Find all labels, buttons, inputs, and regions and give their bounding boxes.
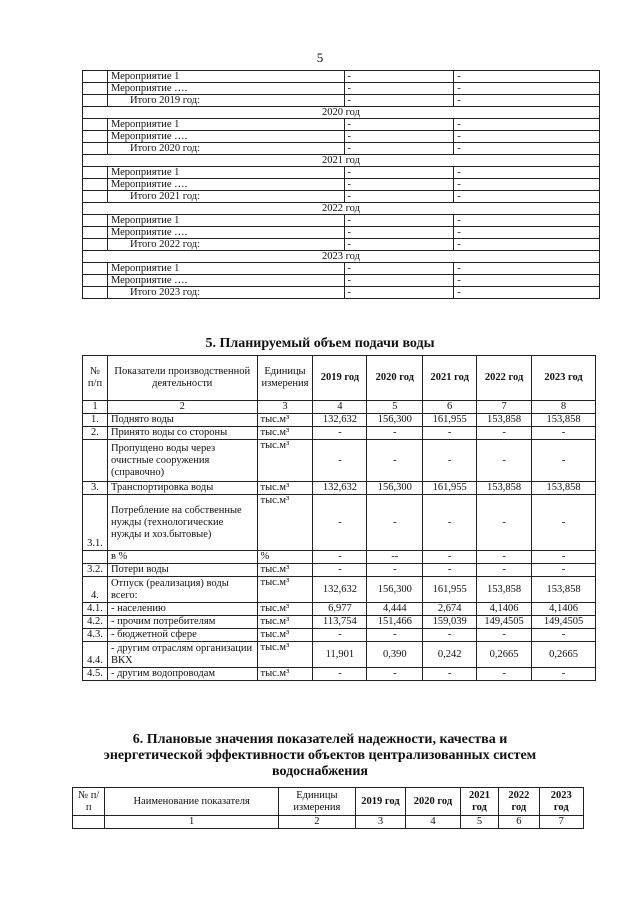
header-2020: 2020 год (406, 788, 461, 816)
row-value-2023: 153,858 (532, 577, 596, 603)
empty-cell (83, 239, 108, 251)
measure-row (83, 143, 600, 155)
measure-label: Итого 2022 год: (107, 239, 344, 251)
row-value-2022: 153,858 (477, 577, 532, 603)
row-unit: тыс.м³ (257, 577, 313, 603)
measure-label: Мероприятие 1 (107, 263, 344, 275)
measure-row (83, 119, 600, 131)
column-number: 1 (105, 816, 279, 829)
measure-value-2: - (454, 263, 600, 275)
row-label: Транспортировка воды (107, 482, 257, 495)
measure-label: Мероприятие 1 (107, 215, 344, 227)
measure-row (83, 167, 600, 179)
year-header-row (83, 251, 600, 263)
column-number: 5 (460, 816, 498, 829)
row-value-2021: 161,955 (423, 482, 477, 495)
measure-label: Итого 2019 год: (107, 95, 344, 107)
row-value-2021: 0,242 (423, 642, 477, 668)
data-row (83, 642, 596, 668)
year-label: 2023 год (83, 251, 600, 263)
row-value-2020: 151,466 (367, 616, 423, 629)
row-unit: тыс.м³ (257, 564, 313, 577)
row-unit: тыс.м³ (257, 495, 313, 551)
row-value-2022: 4,1406 (477, 603, 532, 616)
measure-value-1: - (344, 215, 454, 227)
header-num: № п/п (73, 788, 105, 816)
measure-value-1: - (344, 143, 454, 155)
row-label: - прочим потребителям (107, 616, 257, 629)
row-value-2023: - (532, 495, 596, 551)
row-value-2023: 0,2665 (532, 642, 596, 668)
row-number: 3.2. (83, 564, 108, 577)
empty-cell (83, 167, 108, 179)
empty-cell (83, 191, 108, 203)
empty-cell (73, 816, 105, 829)
row-unit: тыс.м³ (257, 440, 313, 482)
measure-value-2: - (454, 83, 600, 95)
row-value-2019: - (313, 495, 367, 551)
row-value-2019: 6,977 (313, 603, 367, 616)
row-value-2020: 4,444 (367, 603, 423, 616)
row-value-2021: - (423, 564, 477, 577)
row-value-2022: - (477, 629, 532, 642)
measure-value-2: - (454, 167, 600, 179)
row-value-2019: 132,632 (313, 414, 367, 427)
measure-row (83, 71, 600, 83)
year-label: 2022 год (83, 203, 600, 215)
row-value-2022: 149,4505 (477, 616, 532, 629)
header-unit: Единицы измерения (257, 356, 313, 401)
measure-value-2: - (454, 191, 600, 203)
row-label: - населению (107, 603, 257, 616)
data-row (83, 577, 596, 603)
row-number (83, 551, 108, 564)
column-number: 4 (313, 401, 367, 414)
measure-row (83, 83, 600, 95)
row-value-2021: 159,039 (423, 616, 477, 629)
year-header-row (83, 203, 600, 215)
column-number: 5 (367, 401, 423, 414)
column-number: 8 (532, 401, 596, 414)
column-number: 3 (355, 816, 405, 829)
row-value-2021: 161,955 (423, 414, 477, 427)
row-value-2022: 153,858 (477, 414, 532, 427)
row-label: - другим водопроводам (107, 668, 257, 681)
measure-value-1: - (344, 227, 454, 239)
measure-label: Мероприятие …. (107, 275, 344, 287)
row-unit: тыс.м³ (257, 642, 313, 668)
row-value-2019: - (313, 668, 367, 681)
empty-cell (83, 287, 108, 299)
row-value-2021: - (423, 551, 477, 564)
measure-value-1: - (344, 287, 454, 299)
row-value-2023: 153,858 (532, 482, 596, 495)
row-label: Принято воды со стороны (107, 427, 257, 440)
row-value-2020: 156,300 (367, 577, 423, 603)
measure-row (83, 179, 600, 191)
row-label: - бюджетной сфере (107, 629, 257, 642)
data-row (83, 564, 596, 577)
row-value-2022: 153,858 (477, 482, 532, 495)
data-row (83, 629, 596, 642)
data-row (83, 495, 596, 551)
row-number: 3.1. (83, 495, 108, 551)
row-value-2022: - (477, 564, 532, 577)
empty-cell (83, 215, 108, 227)
measure-label: Мероприятие …. (107, 179, 344, 191)
row-value-2019: - (313, 564, 367, 577)
measure-value-1: - (344, 275, 454, 287)
row-value-2019: - (313, 427, 367, 440)
row-value-2019: - (313, 551, 367, 564)
empty-cell (83, 83, 108, 95)
measure-label: Мероприятие 1 (107, 119, 344, 131)
row-unit: тыс.м³ (257, 482, 313, 495)
measure-value-2: - (454, 275, 600, 287)
row-value-2020: - (367, 629, 423, 642)
measure-row (83, 239, 600, 251)
measure-label: Мероприятие 1 (107, 167, 344, 179)
row-value-2021: - (423, 440, 477, 482)
row-value-2019: 132,632 (313, 577, 367, 603)
measure-value-2: - (454, 287, 600, 299)
row-unit: тыс.м³ (257, 414, 313, 427)
row-number: 4.4. (83, 642, 108, 668)
row-value-2023: - (532, 427, 596, 440)
measure-label: Мероприятие …. (107, 227, 344, 239)
row-number: 4.3. (83, 629, 108, 642)
empty-cell (83, 275, 108, 287)
measure-label: Мероприятие …. (107, 131, 344, 143)
measure-label: Мероприятие 1 (107, 71, 344, 83)
header-2019: 2019 год (313, 356, 367, 401)
data-row (83, 482, 596, 495)
header-2020: 2020 год (367, 356, 423, 401)
empty-cell (83, 131, 108, 143)
measure-value-2: - (454, 239, 600, 251)
row-value-2020: -- (367, 551, 423, 564)
header-2022: 2022 год (477, 356, 532, 401)
row-number: 1. (83, 414, 108, 427)
column-number: 1 (83, 401, 108, 414)
column-number: 7 (477, 401, 532, 414)
header-unit: Единицы измерения (279, 788, 356, 816)
row-value-2023: 153,858 (532, 414, 596, 427)
measure-value-2: - (454, 227, 600, 239)
data-row (83, 551, 596, 564)
measure-value-2: - (454, 71, 600, 83)
row-value-2020: - (367, 564, 423, 577)
measure-value-2: - (454, 95, 600, 107)
row-unit: тыс.м³ (257, 427, 313, 440)
row-value-2020: 156,300 (367, 482, 423, 495)
measure-value-1: - (344, 119, 454, 131)
row-value-2023: - (532, 551, 596, 564)
water-supply-table (82, 355, 596, 681)
row-value-2021: - (423, 427, 477, 440)
data-row (83, 440, 596, 482)
row-unit: тыс.м³ (257, 603, 313, 616)
row-number (83, 440, 108, 482)
row-value-2022: - (477, 551, 532, 564)
measure-value-2: - (454, 179, 600, 191)
row-value-2023: - (532, 440, 596, 482)
row-label: - другим отраслям организации ВКХ (107, 642, 257, 668)
row-number: 4.5. (83, 668, 108, 681)
row-unit: тыс.м³ (257, 668, 313, 681)
row-unit: % (257, 551, 313, 564)
year-header-row (83, 107, 600, 119)
row-value-2022: 0,2665 (477, 642, 532, 668)
row-value-2023: 4,1406 (532, 603, 596, 616)
measure-value-2: - (454, 131, 600, 143)
row-value-2019: 11,901 (313, 642, 367, 668)
row-value-2020: - (367, 495, 423, 551)
page-number: 5 (316, 50, 324, 65)
row-value-2020: - (367, 668, 423, 681)
row-unit: тыс.м³ (257, 629, 313, 642)
reliability-table (72, 787, 584, 829)
row-value-2020: - (367, 427, 423, 440)
empty-cell (83, 95, 108, 107)
column-number: 6 (499, 816, 539, 829)
row-unit: тыс.м³ (257, 616, 313, 629)
measure-label: Итого 2023 год: (107, 287, 344, 299)
data-row (83, 427, 596, 440)
section-6-title: 6. Плановые значения показателей надежности, качества и энергетической эффективности объектов централизованных систем водоснабжения (103, 732, 537, 779)
row-value-2021: 161,955 (423, 577, 477, 603)
measure-row (83, 191, 600, 203)
measure-value-1: - (344, 179, 454, 191)
row-value-2022: - (477, 440, 532, 482)
column-number: 3 (257, 401, 313, 414)
data-row (83, 616, 596, 629)
row-label: Потребление на собственные нужды (технологические нужды и хоз.бытовые) (107, 495, 257, 551)
measure-value-2: - (454, 215, 600, 227)
empty-cell (83, 179, 108, 191)
row-value-2021: - (423, 495, 477, 551)
header-2021: 2021 год (423, 356, 477, 401)
row-label: Отпуск (реализация) воды всего: (107, 577, 257, 603)
empty-cell (83, 71, 108, 83)
measure-label: Итого 2020 год: (107, 143, 344, 155)
header-2022: 2022 год (499, 788, 539, 816)
data-row (83, 668, 596, 681)
measure-label: Итого 2021 год: (107, 191, 344, 203)
row-value-2019: 113,754 (313, 616, 367, 629)
measure-value-2: - (454, 119, 600, 131)
measures-table (82, 70, 600, 299)
row-number: 4.1. (83, 603, 108, 616)
row-value-2019: - (313, 440, 367, 482)
header-2023: 2023 год (539, 788, 583, 816)
row-value-2021: 2,674 (423, 603, 477, 616)
row-value-2023: - (532, 629, 596, 642)
year-header-row (83, 155, 600, 167)
header-2019: 2019 год (355, 788, 405, 816)
header-name: Наименование показателя (105, 788, 279, 816)
measure-value-1: - (344, 83, 454, 95)
row-value-2019: - (313, 629, 367, 642)
row-value-2023: - (532, 564, 596, 577)
year-label: 2021 год (83, 155, 600, 167)
empty-cell (83, 119, 108, 131)
column-number: 2 (107, 401, 257, 414)
row-value-2021: - (423, 668, 477, 681)
measure-value-1: - (344, 191, 454, 203)
measure-row (83, 263, 600, 275)
row-value-2021: - (423, 629, 477, 642)
measure-row (83, 215, 600, 227)
row-value-2022: - (477, 495, 532, 551)
row-number: 4.2. (83, 616, 108, 629)
measure-value-1: - (344, 263, 454, 275)
row-value-2023: 149,4505 (532, 616, 596, 629)
header-num: № п/п (83, 356, 108, 401)
measure-row (83, 227, 600, 239)
row-value-2020: - (367, 440, 423, 482)
header-2021: 2021 год (460, 788, 498, 816)
header-2023: 2023 год (532, 356, 596, 401)
row-value-2023: - (532, 668, 596, 681)
row-value-2022: - (477, 427, 532, 440)
measure-label: Мероприятие …. (107, 83, 344, 95)
measure-row (83, 131, 600, 143)
measure-row (83, 287, 600, 299)
header-indicator: Показатели производственной деятельности (107, 356, 257, 401)
row-value-2019: 132,632 (313, 482, 367, 495)
row-label: в % (107, 551, 257, 564)
empty-cell (83, 263, 108, 275)
year-label: 2020 год (83, 107, 600, 119)
row-number: 4. (83, 577, 108, 603)
row-value-2020: 156,300 (367, 414, 423, 427)
measure-row (83, 95, 600, 107)
empty-cell (83, 143, 108, 155)
data-row (83, 414, 596, 427)
measure-value-1: - (344, 131, 454, 143)
data-row (83, 603, 596, 616)
measure-value-1: - (344, 239, 454, 251)
empty-cell (83, 227, 108, 239)
measure-row (83, 275, 600, 287)
section-5-title: 5. Планируемый объем подачи воды (205, 336, 435, 351)
row-number: 3. (83, 482, 108, 495)
measure-value-1: - (344, 71, 454, 83)
row-label: Потери воды (107, 564, 257, 577)
column-number: 4 (406, 816, 461, 829)
measure-value-1: - (344, 167, 454, 179)
row-value-2020: 0,390 (367, 642, 423, 668)
measure-value-2: - (454, 143, 600, 155)
row-number: 2. (83, 427, 108, 440)
column-number: 7 (539, 816, 583, 829)
row-label: Пропущено воды через очистные сооружения (справочно) (107, 440, 257, 482)
row-value-2022: - (477, 668, 532, 681)
measure-value-1: - (344, 95, 454, 107)
column-number: 6 (423, 401, 477, 414)
row-label: Поднято воды (107, 414, 257, 427)
column-number: 2 (279, 816, 356, 829)
